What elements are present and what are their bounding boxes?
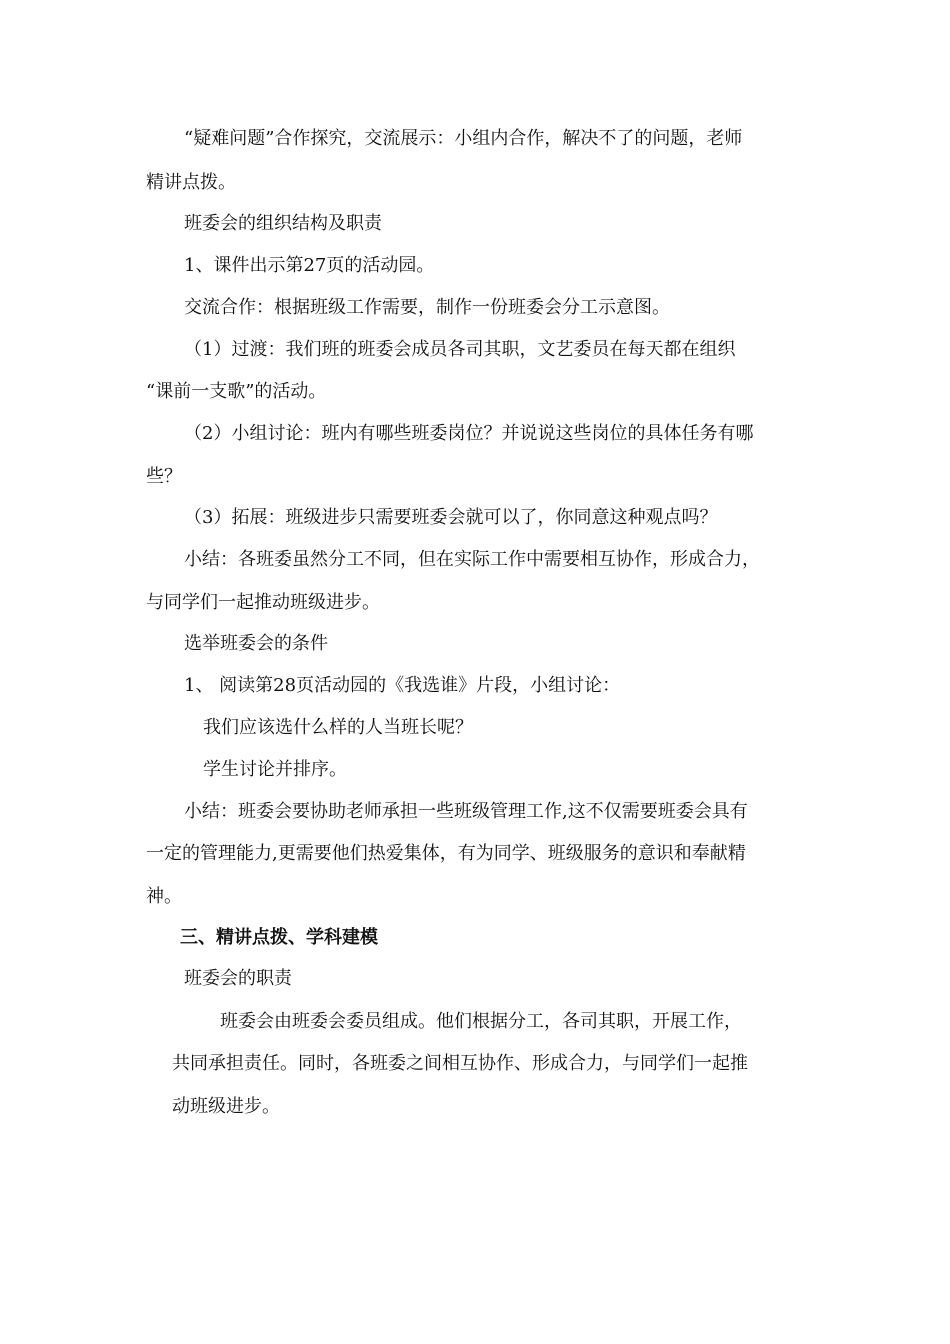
section-heading: 选举班委会的条件 [184, 633, 328, 654]
paragraph-line: 一定的管理能力,更需要他们热爱集体，有为同学、班级服务的意识和奉献精 [146, 843, 746, 864]
paragraph-line: “疑难问题”合作探究，交流展示：小组内合作，解决不了的问题，老师 [184, 128, 743, 149]
section-heading: 班委会的职责 [184, 968, 292, 989]
section-heading-bold: 三、精讲点拨、学科建模 [180, 927, 378, 948]
paragraph-line: 1、 阅读第28页活动园的《我选谁》片段，小组讨论： [184, 675, 621, 696]
section-heading: 班委会的组织结构及职责 [184, 213, 382, 234]
paragraph-line: 动班级进步。 [172, 1096, 280, 1117]
paragraph-line: 小结：各班委虽然分工不同，但在实际工作中需要相互协作，形成合力， [184, 549, 760, 570]
paragraph-line: 交流合作：根据班级工作需要，制作一份班委会分工示意图。 [184, 297, 670, 318]
paragraph-line: （3）拓展：班级进步只需要班委会就可以了，你同意这种观点吗？ [184, 507, 718, 528]
paragraph-line: 共同承担责任。同时，各班委之间相互协作、形成合力，与同学们一起推 [172, 1053, 748, 1074]
paragraph-line: 学生讨论并排序。 [203, 759, 347, 780]
paragraph-line: 精讲点拨。 [146, 172, 236, 193]
paragraph-line: 神。 [146, 886, 182, 907]
paragraph-line: 1、课件出示第27页的活动园。 [184, 255, 435, 276]
paragraph-line: 班委会由班委会委员组成。他们根据分工，各司其职，开展工作， [220, 1011, 742, 1032]
paragraph-line: 些？ [146, 466, 182, 487]
paragraph-line: （1）过渡：我们班的班委会成员各司其职，文艺委员在每天都在组织 [184, 339, 736, 360]
paragraph-line: （2）小组讨论：班内有哪些班委岗位？并说说这些岗位的具体任务有哪 [184, 423, 754, 444]
paragraph-line: 我们应该选什么样的人当班长呢？ [203, 717, 473, 738]
paragraph-line: “课前一支歌”的活动。 [146, 381, 327, 402]
paragraph-line: 与同学们一起推动班级进步。 [146, 592, 380, 613]
paragraph-line: 小结：班委会要协助老师承担一些班级管理工作,这不仅需要班委会具有 [184, 801, 748, 822]
